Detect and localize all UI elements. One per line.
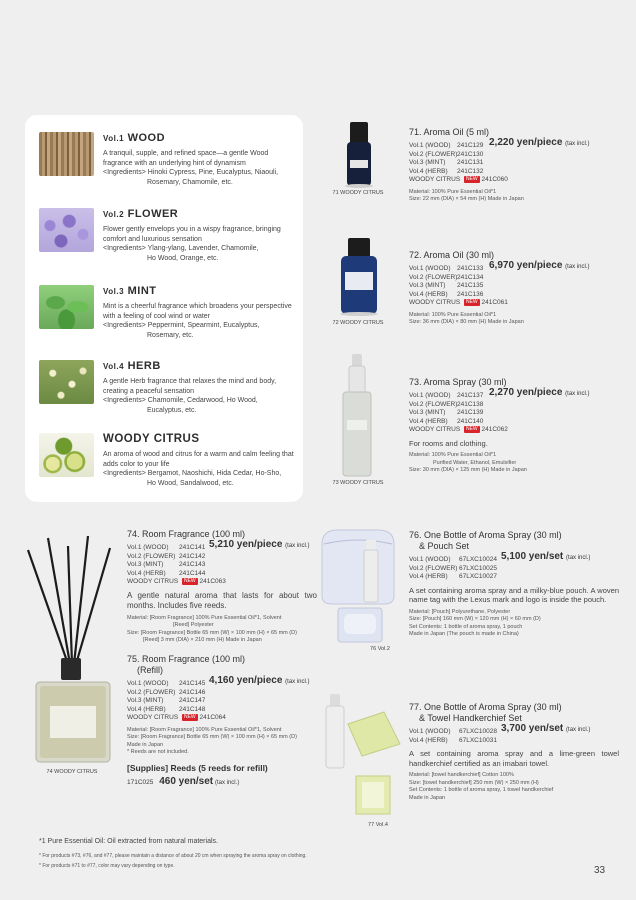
variant-code: 67LXC10028 — [459, 728, 497, 735]
material-note: Material: 100% Pure Essential Oil*1 — [409, 188, 497, 195]
price: 2,270 yen/piece (tax incl.) — [489, 387, 590, 398]
variant-label: Vol.1 (WOOD) — [127, 544, 169, 551]
new-badge: NEW — [465, 426, 478, 432]
variant-code: 241C143 — [179, 561, 206, 568]
product-title: 72. Aroma Oil (30 ml) — [409, 250, 495, 260]
vol-prefix: Vol.2 — [103, 210, 125, 219]
size-note: Size: [Pouch] 160 mm (W) × 120 mm (H) × 60 mm (D) — [409, 616, 541, 622]
variant-label: Vol.1 (WOOD) — [127, 680, 169, 687]
product-description: A gentle natural aroma that lasts for about two months. Includes five reeds. — [127, 590, 317, 610]
supplies-title: [Supplies] Reeds (5 reeds for refill) — [127, 762, 268, 773]
room-fragrance-diffuser — [24, 536, 120, 766]
product-title: 77. One Bottle of Aroma Spray (30 ml) & Towel Handkerchief Set — [409, 702, 619, 724]
new-badge: NEW — [465, 299, 478, 305]
material-note-cont: Purified Water, Ethanol, Emulsifier — [433, 459, 517, 466]
variant-code: 241C135 — [457, 282, 484, 289]
size-note-cont: [Reed] 3 mm (DIA) × 210 mm (H) Made in Japan — [143, 637, 262, 643]
wood-image — [39, 132, 94, 176]
supplies-row — [127, 776, 317, 787]
variant-code: 241C129 — [457, 142, 484, 149]
size-note: Size: 22 mm (DIA) × 54 mm (H) Made in Japan — [409, 196, 524, 202]
vol-ingredients-cont: Eucalyptus, etc. — [147, 406, 197, 414]
vol-prefix: Vol.3 — [103, 287, 125, 296]
vol-ingredients: <Ingredients> Hinoki Cypress, Pine, Eucalyptus, Niaouli, — [103, 169, 279, 176]
product-title: 74. Room Fragrance (100 ml) — [127, 529, 246, 539]
footnotes — [39, 838, 539, 871]
mint-image — [39, 285, 94, 329]
origin-note: Made in Japan — [409, 794, 446, 801]
product-75 — [127, 654, 317, 787]
supplies-tax: (tax incl.) — [214, 779, 240, 786]
product-74 — [127, 529, 317, 645]
material-note: Material: [Room Fragrance] 100% Pure Essential Oil*1, Solvent — [127, 726, 282, 733]
variant-code: 241C142 — [179, 552, 206, 560]
towel-set-image — [322, 694, 402, 818]
variant-label: WOODY CITRUS NEW 241C063 — [127, 578, 226, 586]
variant-code: 241C140 — [457, 417, 484, 425]
aroma-spray-bottle — [340, 354, 374, 478]
caption-73: 73 WOODY CITRUS — [332, 480, 384, 486]
size-note: Size: 36 mm (DIA) × 80 mm (H) Made in Japan — [409, 319, 524, 325]
variant-code: 241C144 — [179, 569, 206, 577]
footnote-spray-distance: * For products #73, #76, and #77, please maintain a distance of about 20 cm when spraying the aroma spray on clothing. — [39, 853, 307, 859]
contents-note: Set Contents: 1 bottle of aroma spray, 1 towel handkerchief — [409, 787, 554, 793]
vol-description: Mint is a cheerful fragrance which broadens your perspective with a feeling of cool wind or water — [103, 303, 292, 320]
size-note: Size: [Room Fragrance] Bottle 65 mm (W) × 100 mm (H) × 65 mm (D) — [127, 734, 297, 740]
supplies-price: 460 yen/set — [159, 775, 214, 787]
herb-image — [39, 360, 94, 404]
variant-label: Vol.1 (WOOD) — [409, 265, 451, 272]
vol-description: A tranquil, supple, and refined space—a gentle Wood fragrance with an underlying hint of dynamism — [103, 150, 269, 167]
variant-label: Vol.4 (HERB) — [409, 736, 448, 744]
variant-code: 241C134 — [457, 273, 484, 281]
variant-code: 241C141 — [179, 544, 206, 551]
material-note: Material: [Pouch] Polyurethane, Polyester — [409, 608, 511, 615]
vol-ingredients: <Ingredients> Bergamot, Naoshichi, Hida Cedar, Ho-Sho, — [103, 470, 282, 477]
product-73 — [409, 377, 609, 475]
vol-ingredients-cont: Rosemary, etc. — [147, 331, 194, 339]
product-71 — [409, 127, 609, 204]
price: 4,160 yen/piece (tax incl.) — [209, 675, 310, 686]
variant-code: 67LXC10024 — [459, 556, 497, 563]
product-subtitle: & Pouch Set — [419, 541, 470, 551]
contents-note: Set Contents: 1 bottle of aroma spray, 1 pouch — [409, 623, 523, 630]
vol-name: HERB — [127, 360, 161, 372]
vol-name: FLOWER — [127, 208, 179, 220]
aroma-oil-30ml-bottle — [338, 238, 380, 316]
vol-ingredients-cont: Ho Wood, Sandalwood, etc. — [147, 479, 234, 487]
vol-prefix: Vol.1 — [103, 134, 125, 143]
product-title: 71. Aroma Oil (5 ml) — [409, 127, 490, 137]
variant-label: Vol.3 (MINT) — [409, 159, 446, 166]
variant-label: WOODY CITRUS NEW 241C061 — [409, 299, 508, 307]
size-note: Size: [Room Fragrance] Bottle 65 mm (W) × 100 mm (H) × 65 mm (D) — [127, 629, 297, 636]
variant-label: Vol.3 (MINT) — [409, 282, 446, 289]
variant-label: Vol.4 (HERB) — [409, 290, 448, 298]
fragrance-volumes-panel — [25, 115, 303, 502]
variant-code: 241C130 — [457, 150, 484, 158]
product-subtitle: & Towel Handkerchief Set — [419, 713, 522, 723]
variant-label: Vol.2 (FLOWER) — [127, 552, 176, 560]
new-badge: NEW — [465, 176, 478, 182]
vol-ingredients: <Ingredients> Chamomile, Cedarwood, Ho Wood, — [103, 397, 258, 404]
product-title: 76. One Bottle of Aroma Spray (30 ml) & Pouch Set — [409, 530, 619, 552]
product-title: 73. Aroma Spray (30 ml) — [409, 377, 507, 387]
product-72 — [409, 250, 609, 327]
page-number: 33 — [594, 865, 606, 876]
price: 2,220 yen/piece (tax incl.) — [489, 137, 590, 148]
reeds-note: * Reeds are not included. — [127, 749, 189, 755]
variant-label: Vol.4 (HERB) — [127, 705, 166, 713]
variant-code: 241C147 — [179, 697, 206, 704]
variant-label: WOODY CITRUS NEW 241C062 — [409, 426, 508, 434]
variant-code: 67LXC10031 — [459, 736, 497, 744]
caption-77: 77 Vol.4 — [368, 822, 388, 828]
vol-description: A gentle Herb fragrance that relaxes the mind and body, creating a peaceful sensation — [103, 378, 277, 395]
vol-ingredients: <Ingredients> Ylang-ylang, Lavender, Chamomile, — [103, 245, 259, 252]
variant-label: WOODY CITRUS NEW 241C060 — [409, 176, 508, 184]
variant-code: 241C145 — [179, 680, 206, 687]
vol-description: An aroma of wood and citrus for a warm and calm feeling that adds color to your life — [103, 451, 294, 468]
material-note: Material: 100% Pure Essential Oil*1 — [409, 311, 497, 318]
variant-label: Vol.2 (FLOWER) — [409, 150, 458, 158]
price: 5,210 yen/piece (tax incl.) — [209, 539, 310, 550]
vol-name: WOODY CITRUS — [103, 433, 200, 445]
new-badge: NEW — [183, 714, 196, 720]
vol-ingredients: <Ingredients> Peppermint, Spearmint, Eucalyptus, — [103, 322, 260, 329]
variant-label: Vol.2 (FLOWER) — [127, 688, 176, 696]
product-description: A set containing aroma spray and a milky-blue pouch. A woven name tag with the Lexus mark and logo is inside the pouch. — [409, 585, 619, 604]
product-77 — [409, 702, 619, 802]
aroma-oil-5ml-bottle — [340, 122, 378, 188]
caption-74: 74 WOODY CITRUS — [46, 769, 98, 775]
vol-ingredients-cont: Rosemary, Chamomile, etc. — [147, 178, 233, 186]
new-badge: NEW — [183, 578, 196, 584]
caption-71: 71 WOODY CITRUS — [332, 190, 384, 196]
variant-code: 241C148 — [179, 705, 206, 713]
variant-code: 241C131 — [457, 159, 484, 166]
material-note: Material: 100% Pure Essential Oil*1 — [409, 452, 497, 458]
variant-code: 241C137 — [457, 392, 484, 399]
caption-72: 72 WOODY CITRUS — [332, 320, 384, 326]
variant-label: Vol.3 (MINT) — [127, 697, 164, 704]
size-note: Size: 30 mm (DIA) × 125 mm (H) Made in Japan — [409, 467, 527, 473]
lavender-image — [39, 208, 94, 252]
price: 6,970 yen/piece (tax incl.) — [489, 260, 590, 271]
variant-label: WOODY CITRUS NEW 241C064 — [127, 714, 226, 722]
citrus-image — [39, 433, 94, 477]
material-note-cont: [Reed] Polyester — [173, 622, 214, 628]
material-note: Material: [Room Fragrance] 100% Pure Essential Oil*1, Solvent — [127, 614, 282, 621]
footnote-color-variation: * For products #71 to #77, color may vary depending on type. — [39, 863, 175, 869]
product-description: For rooms and clothing. — [409, 438, 488, 448]
price: 3,700 yen/set (tax incl.) — [501, 723, 591, 734]
size-note: Size: [towel handkerchief] 250 mm (W) × 250 mm (H) — [409, 779, 539, 786]
variant-label: Vol.2 (FLOWER) — [409, 400, 458, 408]
variant-label: Vol.2 (FLOWER) — [409, 564, 458, 572]
variant-code: 241C146 — [179, 688, 206, 696]
variant-label: Vol.1 (WOOD) — [409, 142, 451, 149]
vol-ingredients-cont: Ho Wood, Orange, etc. — [147, 254, 219, 262]
product-subtitle: (Refill) — [137, 665, 163, 675]
product-description: A set containing aroma spray and a lime-green towel handkerchief certified as an imabari towel. — [409, 749, 619, 768]
vol-name: WOOD — [127, 132, 166, 144]
variant-code: 67LXC10025 — [459, 564, 497, 572]
variant-label: Vol.2 (FLOWER) — [409, 273, 458, 281]
variant-label: Vol.4 (HERB) — [127, 569, 166, 577]
origin-note: Made in Japan (The pouch is made in China) — [409, 631, 519, 637]
variant-code: 241C138 — [457, 400, 484, 408]
vol-prefix: Vol.4 — [103, 362, 125, 371]
variant-label: Vol.4 (HERB) — [409, 573, 448, 580]
variant-label: Vol.1 (WOOD) — [409, 556, 451, 563]
variant-label: Vol.4 (HERB) — [409, 417, 448, 425]
variant-code: 241C139 — [457, 409, 484, 416]
variant-code: 241C132 — [457, 167, 484, 175]
variant-label: Vol.1 (WOOD) — [409, 392, 451, 399]
origin-note: Made in Japan — [127, 741, 164, 748]
variant-label: Vol.3 (MINT) — [127, 561, 164, 568]
footnote-essential-oil: *1 Pure Essential Oil: Oil extracted from natural materials. — [39, 838, 218, 845]
variant-code: 241C136 — [457, 290, 484, 298]
material-note: Material: [towel handkerchief] Cotton 100% — [409, 772, 514, 778]
supplies-code: 171C025 — [127, 778, 154, 786]
pouch-set-image — [318, 526, 398, 646]
product-76 — [409, 530, 619, 639]
caption-76: 76 Vol.2 — [370, 646, 390, 652]
variant-label: Vol.3 (MINT) — [409, 409, 446, 416]
variant-code: 241C133 — [457, 265, 484, 272]
price: 5,100 yen/set (tax incl.) — [501, 551, 591, 562]
vol-description: Flower gently envelops you in a wispy fragrance, bringing comfort and luxurious sensation — [103, 226, 281, 243]
variant-code: 67LXC10027 — [459, 573, 497, 580]
vol-name: MINT — [127, 285, 157, 297]
variant-label: Vol.1 (WOOD) — [409, 728, 451, 735]
product-title: 75. Room Fragrance (100 ml) (Refill) — [127, 654, 317, 676]
variant-label: Vol.4 (HERB) — [409, 167, 448, 175]
